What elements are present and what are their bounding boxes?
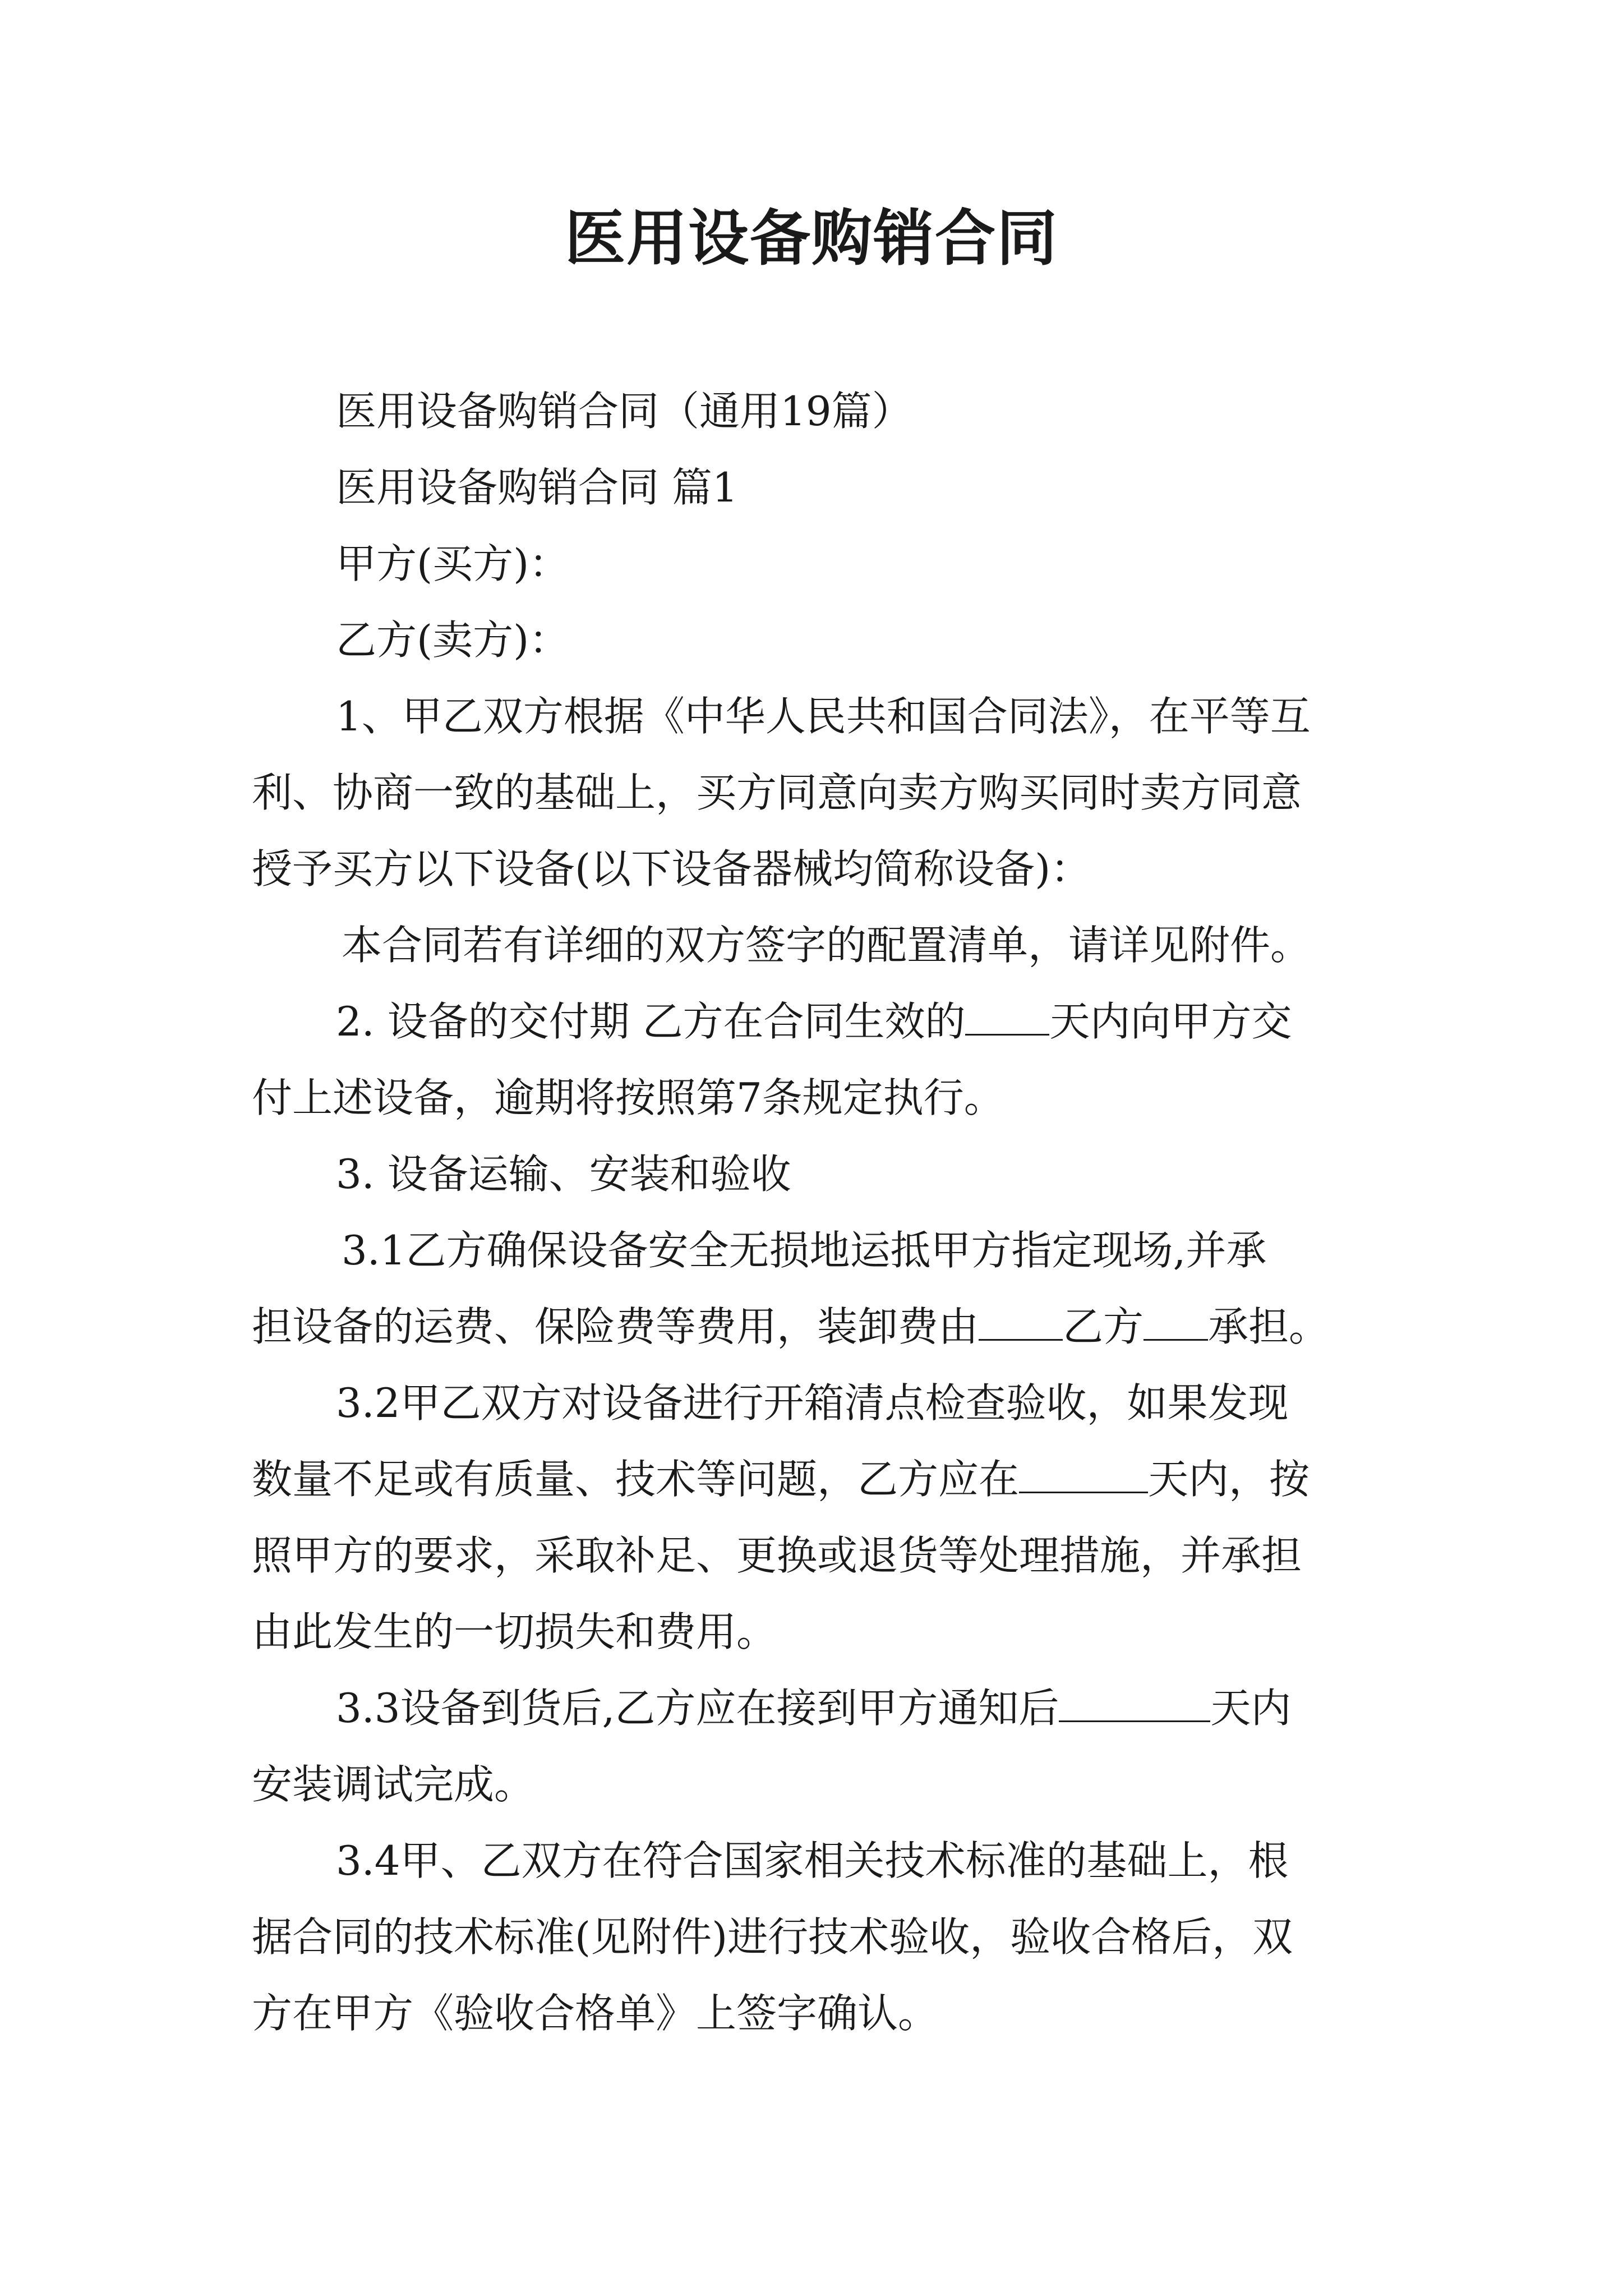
clause3-2-line3: 照甲方的要求，采取补足、更换或退货等处理措施，并承担 — [252, 1532, 1302, 1579]
fill-blank — [979, 1305, 1063, 1341]
clause3-2-line4: 由此发生的一切损失和费用。 — [252, 1608, 777, 1655]
clause3-heading: 3. 设备运输、安装和验收 — [336, 1151, 791, 1198]
clause3-1-text-mid: 乙方 — [1063, 1303, 1144, 1350]
section-heading: 医用设备购销合同 篇1 — [336, 464, 738, 511]
fill-blank — [965, 1000, 1049, 1036]
clause2-text-a: 2. 设备的交付期 乙方在合同生效的 — [336, 998, 966, 1045]
document-title: 医用设备购销合同 — [564, 203, 1058, 274]
clause3-1-text-a: 担设备的运费、保险费等费用，装卸费由 — [252, 1303, 979, 1350]
clause1-line2: 利、协商一致的基础上，买方同意向卖方购买同时卖方同意 — [252, 769, 1302, 816]
subtitle: 医用设备购销合同（通用19篇） — [336, 388, 912, 435]
clause3-3-line2: 安装调试完成。 — [252, 1761, 535, 1808]
party-b: 乙方(卖方)： — [336, 616, 570, 664]
clause3-1-line2 — [252, 1289, 1396, 1365]
attachment-note: 本合同若有详细的双方签字的配置清单，请详见附件。 — [342, 922, 1311, 969]
clause3-4-line1: 3.4甲、乙双方在符合国家相关技术标准的基础上，根 — [336, 1837, 1289, 1884]
clause3-3-text-a: 3.3设备到货后,乙方应在接到甲方通知后 — [336, 1685, 1059, 1732]
clause1-line3: 授予买方以下设备(以下设备器械均简称设备)： — [252, 845, 1091, 892]
clause3-1-text-b: 承担。 — [1208, 1303, 1330, 1350]
clause3-4-line3: 方在甲方《验收合格单》上签字确认。 — [252, 1990, 939, 2037]
clause2-line2: 付上述设备，逾期将按照第7条规定执行。 — [252, 1074, 1004, 1121]
clause2-text-b: 天内向甲方交 — [1049, 998, 1292, 1045]
clause3-4-line2: 据合同的技术标准(见附件)进行技术验收，验收合格后，双 — [252, 1913, 1293, 1961]
clause3-3-line1 — [252, 1670, 1396, 1746]
clause3-2-line1: 3.2甲乙双方对设备进行开箱清点检查验收，如果发现 — [336, 1379, 1289, 1427]
clause3-2-text-a: 数量不足或有质量、技术等问题，乙方应在 — [252, 1456, 1020, 1503]
party-a: 甲方(买方)： — [336, 540, 570, 587]
clause3-2-line2 — [252, 1441, 1396, 1517]
fill-blank — [1144, 1305, 1208, 1341]
clause3-3-text-b: 天内 — [1210, 1685, 1292, 1732]
fill-blank — [1059, 1687, 1210, 1722]
clause3-1-line1: 3.1乙方确保设备安全无损地运抵甲方指定现场,并承 — [342, 1227, 1267, 1274]
document-body — [252, 373, 1396, 2051]
clause3-2-text-b: 天内，按 — [1148, 1456, 1310, 1503]
clause2-line1 — [252, 983, 1396, 1060]
fill-blank — [1019, 1458, 1148, 1493]
clause1-line1: 1、甲乙双方根据《中华人民共和国合同法》，在平等互 — [336, 693, 1311, 740]
